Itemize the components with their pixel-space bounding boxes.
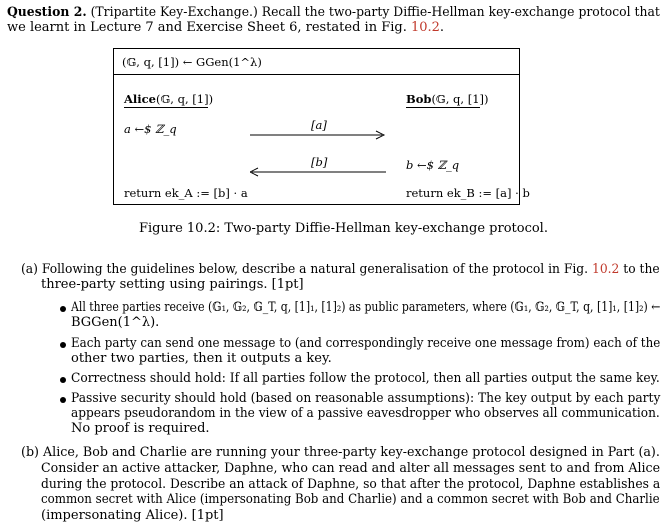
arrow-right-icon [250,130,386,140]
alice-sample: a ←$ ℤ_q [124,122,177,136]
alice-underline [124,107,208,108]
message-a-label: [a] [311,118,327,132]
setup-line: (𝔾, q, [1]) ← GGen(1^λ) [122,55,262,69]
figure-ref-link[interactable]: 10.2 [592,262,620,277]
part-b-label: (b) [21,445,39,460]
question-line-1 [7,5,660,21]
bob-return: return ek_B := [a] · b [406,186,530,200]
alice-return: return ek_A := [b] · a [124,186,248,200]
message-b-label: [b] [311,155,328,169]
question-label: Question 2. [7,5,87,20]
bullet-icon [60,306,66,312]
part-a-line-1: (a) Following the guidelines below, describe a natural generalisation of the protocol in Fig. 10.2 to the [21,262,660,277]
part-b-line-1: (b) Alice, Bob and Charlie are running your three-party key-exchange protocol designed in Part (a). [21,445,660,460]
bullet-icon [60,342,66,348]
bullet-icon [60,397,66,403]
bob-underline [406,107,480,108]
bullet-icon [60,377,66,383]
arrow-left-icon [250,167,386,177]
part-b-line-3: during the protocol. Describe an attack of Daphne, so that after the protocol, Daphne establishes a [41,477,661,492]
question-intro: (Tripartite Key-Exchange.) Recall the two-party Diffie-Hellman key-exchange protocol that [90,5,660,20]
alice-header: Alice(𝔾, q, [1]) [124,92,214,106]
bob-header: Bob(𝔾, q, [1]) [406,92,489,106]
protocol-figure [113,48,530,205]
part-b-line-2: Consider an active attacker, Daphne, who can read and alter all messages sent to and from Alice [41,461,661,476]
part-a-label: (a) [21,262,38,277]
question-line-2: we learnt in Lecture 7 and Exercise Sheet 6, restated in Fig. 10.2. [7,20,445,35]
part-a-line-2: three-party setting using pairings. [1pt] [41,277,304,292]
part-b-line-4: common secret with Alice (impersonating Bob and Charlie) and a common secret with Bob and Charlie [41,492,660,507]
part-b-line-5: (impersonating Alice). [1pt] [41,508,224,523]
bob-sample: b ←$ ℤ_q [406,158,460,172]
figure-ref-link[interactable]: 10.2 [410,20,440,35]
figure-caption: Figure 10.2: Two-party Diffie-Hellman key-exchange protocol. [139,221,548,236]
divider [114,74,519,75]
